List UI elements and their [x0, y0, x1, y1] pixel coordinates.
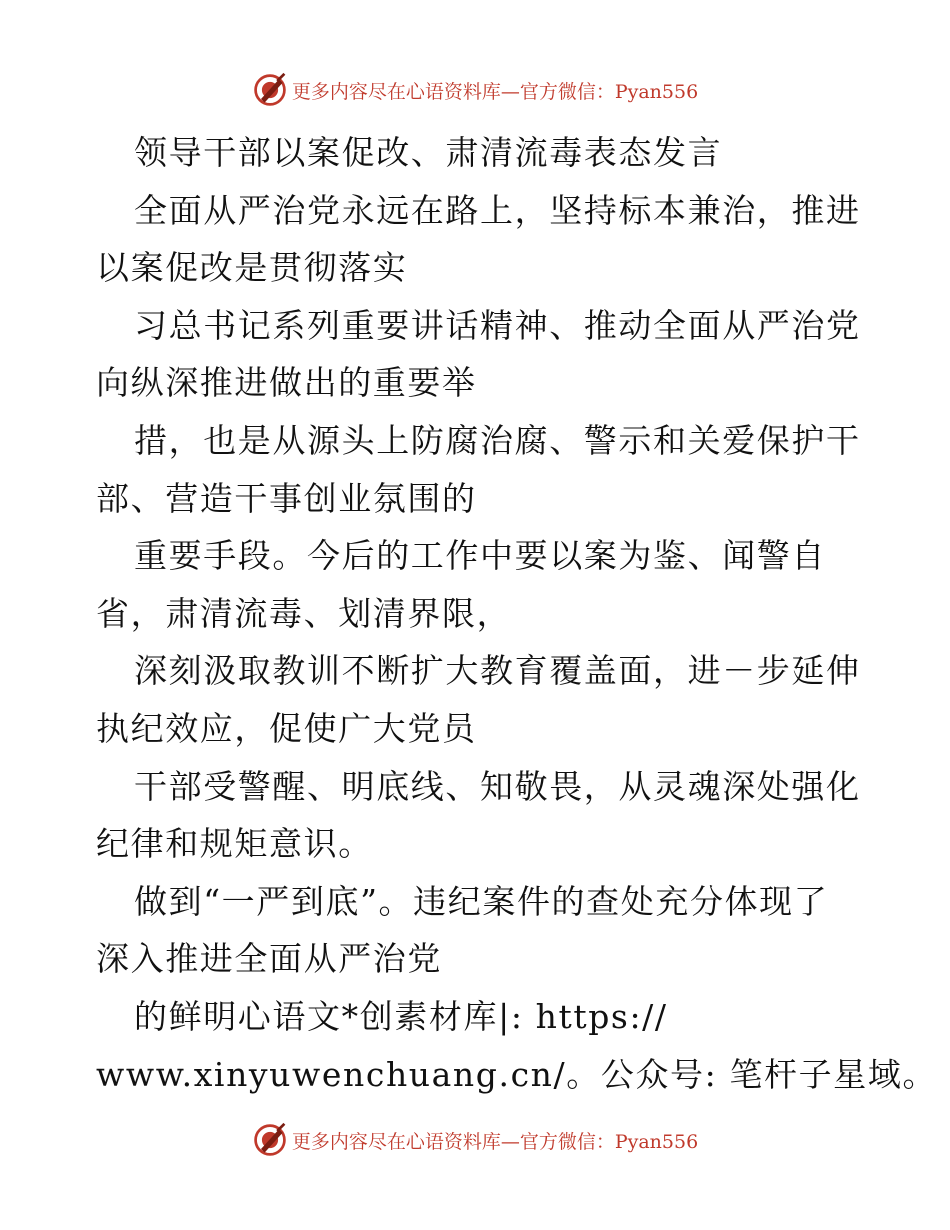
body-line: 执纪效应，促使广大党员	[96, 708, 477, 748]
body-line: 全面从严治党永远在路上，坚持标本兼治，推进	[134, 190, 861, 230]
body-line: 措，也是从源头上防腐治腐、警示和关爱保护干	[134, 420, 861, 460]
body-line: 深刻汲取教训不断扩大教育覆盖面，进－步延伸	[134, 651, 861, 691]
document-body	[96, 124, 938, 1103]
body-line: 以案促改是贯彻落实	[96, 248, 408, 288]
footer-watermark	[0, 1120, 950, 1160]
body-line: 部、营造干事创业氛围的	[96, 478, 477, 518]
body-line: 深入推进全面从严治党	[96, 939, 442, 979]
watermark-text: 更多内容尽在心语资料库—官方微信：Pyan556	[291, 80, 699, 103]
body-line-url: www.xinyuwenchuang.cn/。公众号: 笔杆子星域。	[96, 1054, 938, 1094]
body-line: 向纵深推进做出的重要举	[96, 363, 477, 403]
watermark-text: 更多内容尽在心语资料库—官方微信：Pyan556	[291, 1130, 699, 1153]
document-title: 领导干部以案促改、肃清流毒表态发言	[134, 133, 723, 172]
body-line: 的鲜明心语文*创素材库|: https://	[134, 996, 668, 1036]
body-line: 习总书记系列重要讲话精神、推动全面从严治党	[134, 305, 861, 345]
header-watermark	[0, 70, 950, 110]
body-line: 重要手段。今后的工作中要以案为鉴、闻警自	[134, 536, 826, 576]
pen-logo-icon	[252, 1122, 288, 1158]
body-line: 纪律和规矩意识。	[96, 824, 373, 864]
body-line: 省，肃清流毒、划清界限，	[96, 593, 512, 633]
body-line: 做到“一严到底”。违纪案件的查处充分体现了	[134, 881, 829, 921]
body-line: 干部受警醒、明底线、知敬畏，从灵魂深处强化	[134, 766, 861, 806]
pen-logo-icon	[252, 72, 288, 108]
